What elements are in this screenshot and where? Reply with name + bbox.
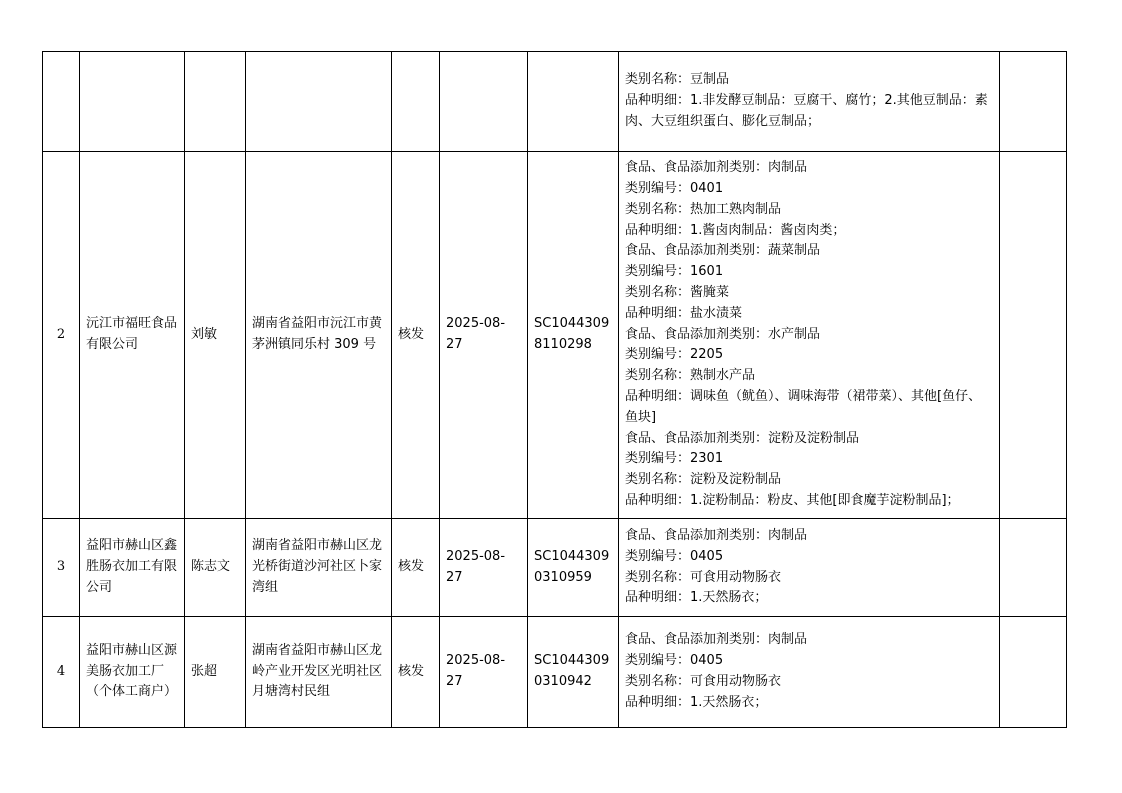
detail-line: 品种明细：调味鱼（鱿鱼）、调味海带（裙带菜）、其他[鱼仔、鱼块] (625, 388, 982, 425)
detail-line: 类别编号：0405 (625, 548, 724, 564)
person-cell: 张超 (185, 617, 246, 728)
detail-line: 类别编号：2205 (625, 347, 724, 363)
detail-line: 品种明细：1.非发酵豆制品：豆腐干、腐竹；2.其他豆制品：素肉、大豆组织蛋白、膨化豆制品； (625, 93, 988, 129)
remark-cell (1000, 519, 1067, 617)
seq-cell: 3 (43, 519, 80, 617)
action-cell: 核发 (392, 617, 440, 728)
date-cell: 2025-08-27 (440, 152, 528, 519)
action-cell (392, 52, 440, 152)
address-cell (246, 52, 392, 152)
detail-line: 食品、食品添加剂类别：肉制品 (625, 632, 808, 648)
detail-line: 食品、食品添加剂类别：淀粉及淀粉制品 (625, 430, 860, 446)
company-cell: 益阳市赫山区鑫胜肠衣加工有限公司 (80, 519, 185, 617)
address-cell: 湖南省益阳市沅江市黄茅洲镇同乐村 309 号 (246, 152, 392, 519)
detail-line: 食品、食品添加剂类别：肉制品 (625, 160, 808, 176)
detail-cell (619, 52, 1000, 152)
company-cell: 益阳市赫山区源美肠衣加工厂（个体工商户） (80, 617, 185, 728)
table-row (43, 617, 1067, 728)
detail-line: 类别编号：1601 (625, 264, 724, 280)
detail-cell (619, 519, 1000, 617)
detail-line: 品种明细：1.酱卤肉制品：酱卤肉类； (625, 222, 846, 238)
person-cell: 陈志文 (185, 519, 246, 617)
detail-line: 品种明细：1.淀粉制品：粉皮、其他[即食魔芋淀粉制品]； (625, 492, 960, 508)
detail-line: 品种明细：1.天然肠衣； (625, 590, 768, 606)
person-cell (185, 52, 246, 152)
remark-cell (1000, 52, 1067, 152)
detail-line: 品种明细：盐水渍菜 (625, 305, 743, 321)
license-cell (528, 52, 619, 152)
detail-line: 类别名称：热加工熟肉制品 (625, 201, 782, 217)
detail-line: 类别名称：可食用动物肠衣 (625, 674, 782, 689)
table-row (43, 52, 1067, 152)
table-row (43, 152, 1067, 519)
license-cell: SC10443090310942 (528, 617, 619, 728)
detail-line: 类别名称：熟制水产品 (625, 368, 756, 384)
detail-line: 品种明细：1.天然肠衣； (625, 694, 768, 710)
license-cell: SC10443098110298 (528, 152, 619, 519)
license-table (42, 51, 1067, 728)
detail-line: 类别名称：淀粉及淀粉制品 (625, 472, 782, 488)
detail-line: 类别编号：0405 (625, 653, 724, 669)
detail-line: 食品、食品添加剂类别：肉制品 (625, 527, 808, 543)
detail-line: 类别编号：2301 (625, 451, 724, 467)
company-cell: 沅江市福旺食品有限公司 (80, 152, 185, 519)
detail-line: 类别名称：酱腌菜 (625, 285, 730, 300)
seq-cell (43, 52, 80, 152)
detail-line: 食品、食品添加剂类别：蔬菜制品 (625, 243, 821, 259)
seq-cell: 2 (43, 152, 80, 519)
action-cell: 核发 (392, 519, 440, 617)
address-cell: 湖南省益阳市赫山区龙光桥街道沙河社区卜家湾组 (246, 519, 392, 617)
detail-cell (619, 617, 1000, 728)
date-cell: 2025-08-27 (440, 519, 528, 617)
remark-cell (1000, 617, 1067, 728)
action-cell: 核发 (392, 152, 440, 519)
date-cell (440, 52, 528, 152)
address-cell: 湖南省益阳市赫山区龙岭产业开发区光明社区月塘湾村民组 (246, 617, 392, 728)
company-cell (80, 52, 185, 152)
detail-line: 类别名称：豆制品 (625, 72, 730, 88)
detail-line: 食品、食品添加剂类别：水产制品 (625, 326, 821, 342)
remark-cell (1000, 152, 1067, 519)
detail-cell (619, 152, 1000, 519)
detail-line: 类别编号：0401 (625, 181, 724, 197)
detail-line: 类别名称：可食用动物肠衣 (625, 569, 782, 585)
date-cell: 2025-08-27 (440, 617, 528, 728)
person-cell: 刘敏 (185, 152, 246, 519)
seq-cell: 4 (43, 617, 80, 728)
license-cell: SC10443090310959 (528, 519, 619, 617)
table-row (43, 519, 1067, 617)
